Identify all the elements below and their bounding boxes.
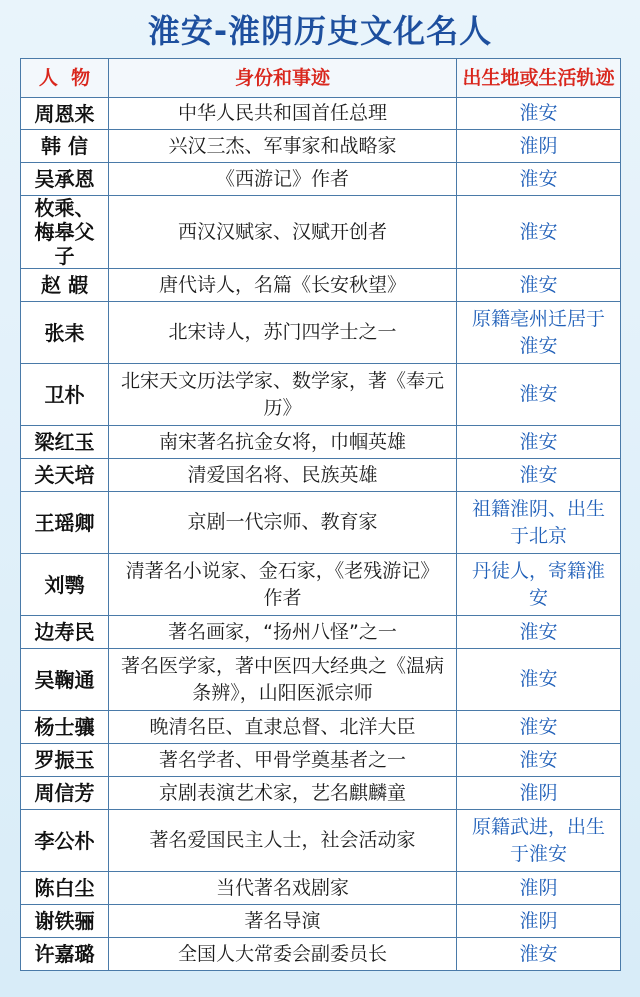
table-row: [21, 938, 621, 971]
person-place: 淮安: [457, 364, 621, 426]
person-place: 淮安: [457, 163, 621, 196]
person-place: 淮安: [457, 938, 621, 971]
person-name: 杨士骧: [21, 711, 109, 744]
person-place: 淮阴: [457, 905, 621, 938]
person-name: 边寿民: [21, 616, 109, 649]
header-person: 人 物: [21, 59, 109, 98]
figures-table: [20, 58, 621, 971]
person-name: 关天培: [21, 459, 109, 492]
table-row: [21, 364, 621, 426]
person-name: 周信芳: [21, 777, 109, 810]
table-row: [21, 616, 621, 649]
header-birthplace: 出生地或生活轨迹: [457, 59, 621, 98]
table-row: [21, 163, 621, 196]
person-name: 刘鹗: [21, 554, 109, 616]
table-row: [21, 269, 621, 302]
table-row: [21, 426, 621, 459]
person-place: 淮安: [457, 98, 621, 130]
person-place: 丹徒人，寄籍淮安: [457, 554, 621, 616]
person-place: 祖籍淮阴、出生于北京: [457, 492, 621, 554]
person-name: 卫朴: [21, 364, 109, 426]
person-name: 赵 嘏: [21, 269, 109, 302]
person-description: 兴汉三杰、军事家和战略家: [109, 130, 457, 163]
person-name: 张耒: [21, 302, 109, 364]
person-description: 京剧表演艺术家，艺名麒麟童: [109, 777, 457, 810]
table-row: [21, 711, 621, 744]
person-description: 全国人大常委会副委员长: [109, 938, 457, 971]
person-place: 淮阴: [457, 130, 621, 163]
person-name: 韩 信: [21, 130, 109, 163]
table-row: [21, 98, 621, 130]
person-description: 著名医学家，著中医四大经典之《温病条辨》，山阳医派宗师: [109, 649, 457, 711]
person-place: 淮安: [457, 649, 621, 711]
table-row: [21, 130, 621, 163]
person-name: 梁红玉: [21, 426, 109, 459]
person-description: 著名爱国民主人士，社会活动家: [109, 810, 457, 872]
person-place: 淮阴: [457, 777, 621, 810]
person-place: 淮安: [457, 426, 621, 459]
person-place: 原籍亳州迁居于淮安: [457, 302, 621, 364]
person-place: 淮安: [457, 269, 621, 302]
figures-table-container: [20, 58, 620, 971]
person-description: 著名学者、甲骨学奠基者之一: [109, 744, 457, 777]
person-name: 李公朴: [21, 810, 109, 872]
person-description: 当代著名戏剧家: [109, 872, 457, 905]
page-title: 淮安-淮阴历史文化名人: [147, 12, 493, 50]
person-description: 北宋天文历法学家、数学家，著《奉元历》: [109, 364, 457, 426]
person-description: 唐代诗人，名篇《长安秋望》: [109, 269, 457, 302]
table-row: [21, 777, 621, 810]
person-place: 淮安: [457, 196, 621, 269]
person-name: 谢铁骊: [21, 905, 109, 938]
table-header-row: [21, 59, 621, 98]
person-name: 吴承恩: [21, 163, 109, 196]
person-place: 淮安: [457, 616, 621, 649]
table-row: [21, 554, 621, 616]
person-place: 淮安: [457, 711, 621, 744]
table-row: [21, 872, 621, 905]
table-row: [21, 810, 621, 872]
person-description: 北宋诗人，苏门四学士之一: [109, 302, 457, 364]
person-description: 《西游记》作者: [109, 163, 457, 196]
person-name: 陈白尘: [21, 872, 109, 905]
person-description: 晚清名臣、直隶总督、北洋大臣: [109, 711, 457, 744]
person-description: 著名导演: [109, 905, 457, 938]
person-name: 罗振玉: [21, 744, 109, 777]
person-description: 著名画家，“扬州八怪”之一: [109, 616, 457, 649]
person-name: 许嘉璐: [21, 938, 109, 971]
table-row: [21, 744, 621, 777]
table-row: [21, 302, 621, 364]
table-row: [21, 196, 621, 269]
table-row: [21, 492, 621, 554]
person-description: 清爱国名将、民族英雄: [109, 459, 457, 492]
table-row: [21, 649, 621, 711]
person-description: 南宋著名抗金女将，巾帼英雄: [109, 426, 457, 459]
person-place: 淮安: [457, 744, 621, 777]
person-place: 淮安: [457, 459, 621, 492]
person-name: 吴鞠通: [21, 649, 109, 711]
person-description: 京剧一代宗师、教育家: [109, 492, 457, 554]
person-description: 清著名小说家、金石家，《老残游记》作者: [109, 554, 457, 616]
person-place: 淮阴: [457, 872, 621, 905]
person-name: 王瑶卿: [21, 492, 109, 554]
person-place: 原籍武进，出生于淮安: [457, 810, 621, 872]
person-name: 枚乘、梅皋父子: [21, 196, 109, 269]
person-description: 中华人民共和国首任总理: [109, 98, 457, 130]
person-description: 西汉汉赋家、汉赋开创者: [109, 196, 457, 269]
person-name: 周恩来: [21, 98, 109, 130]
table-row: [21, 905, 621, 938]
header-identity: 身份和事迹: [109, 59, 457, 98]
table-row: [21, 459, 621, 492]
